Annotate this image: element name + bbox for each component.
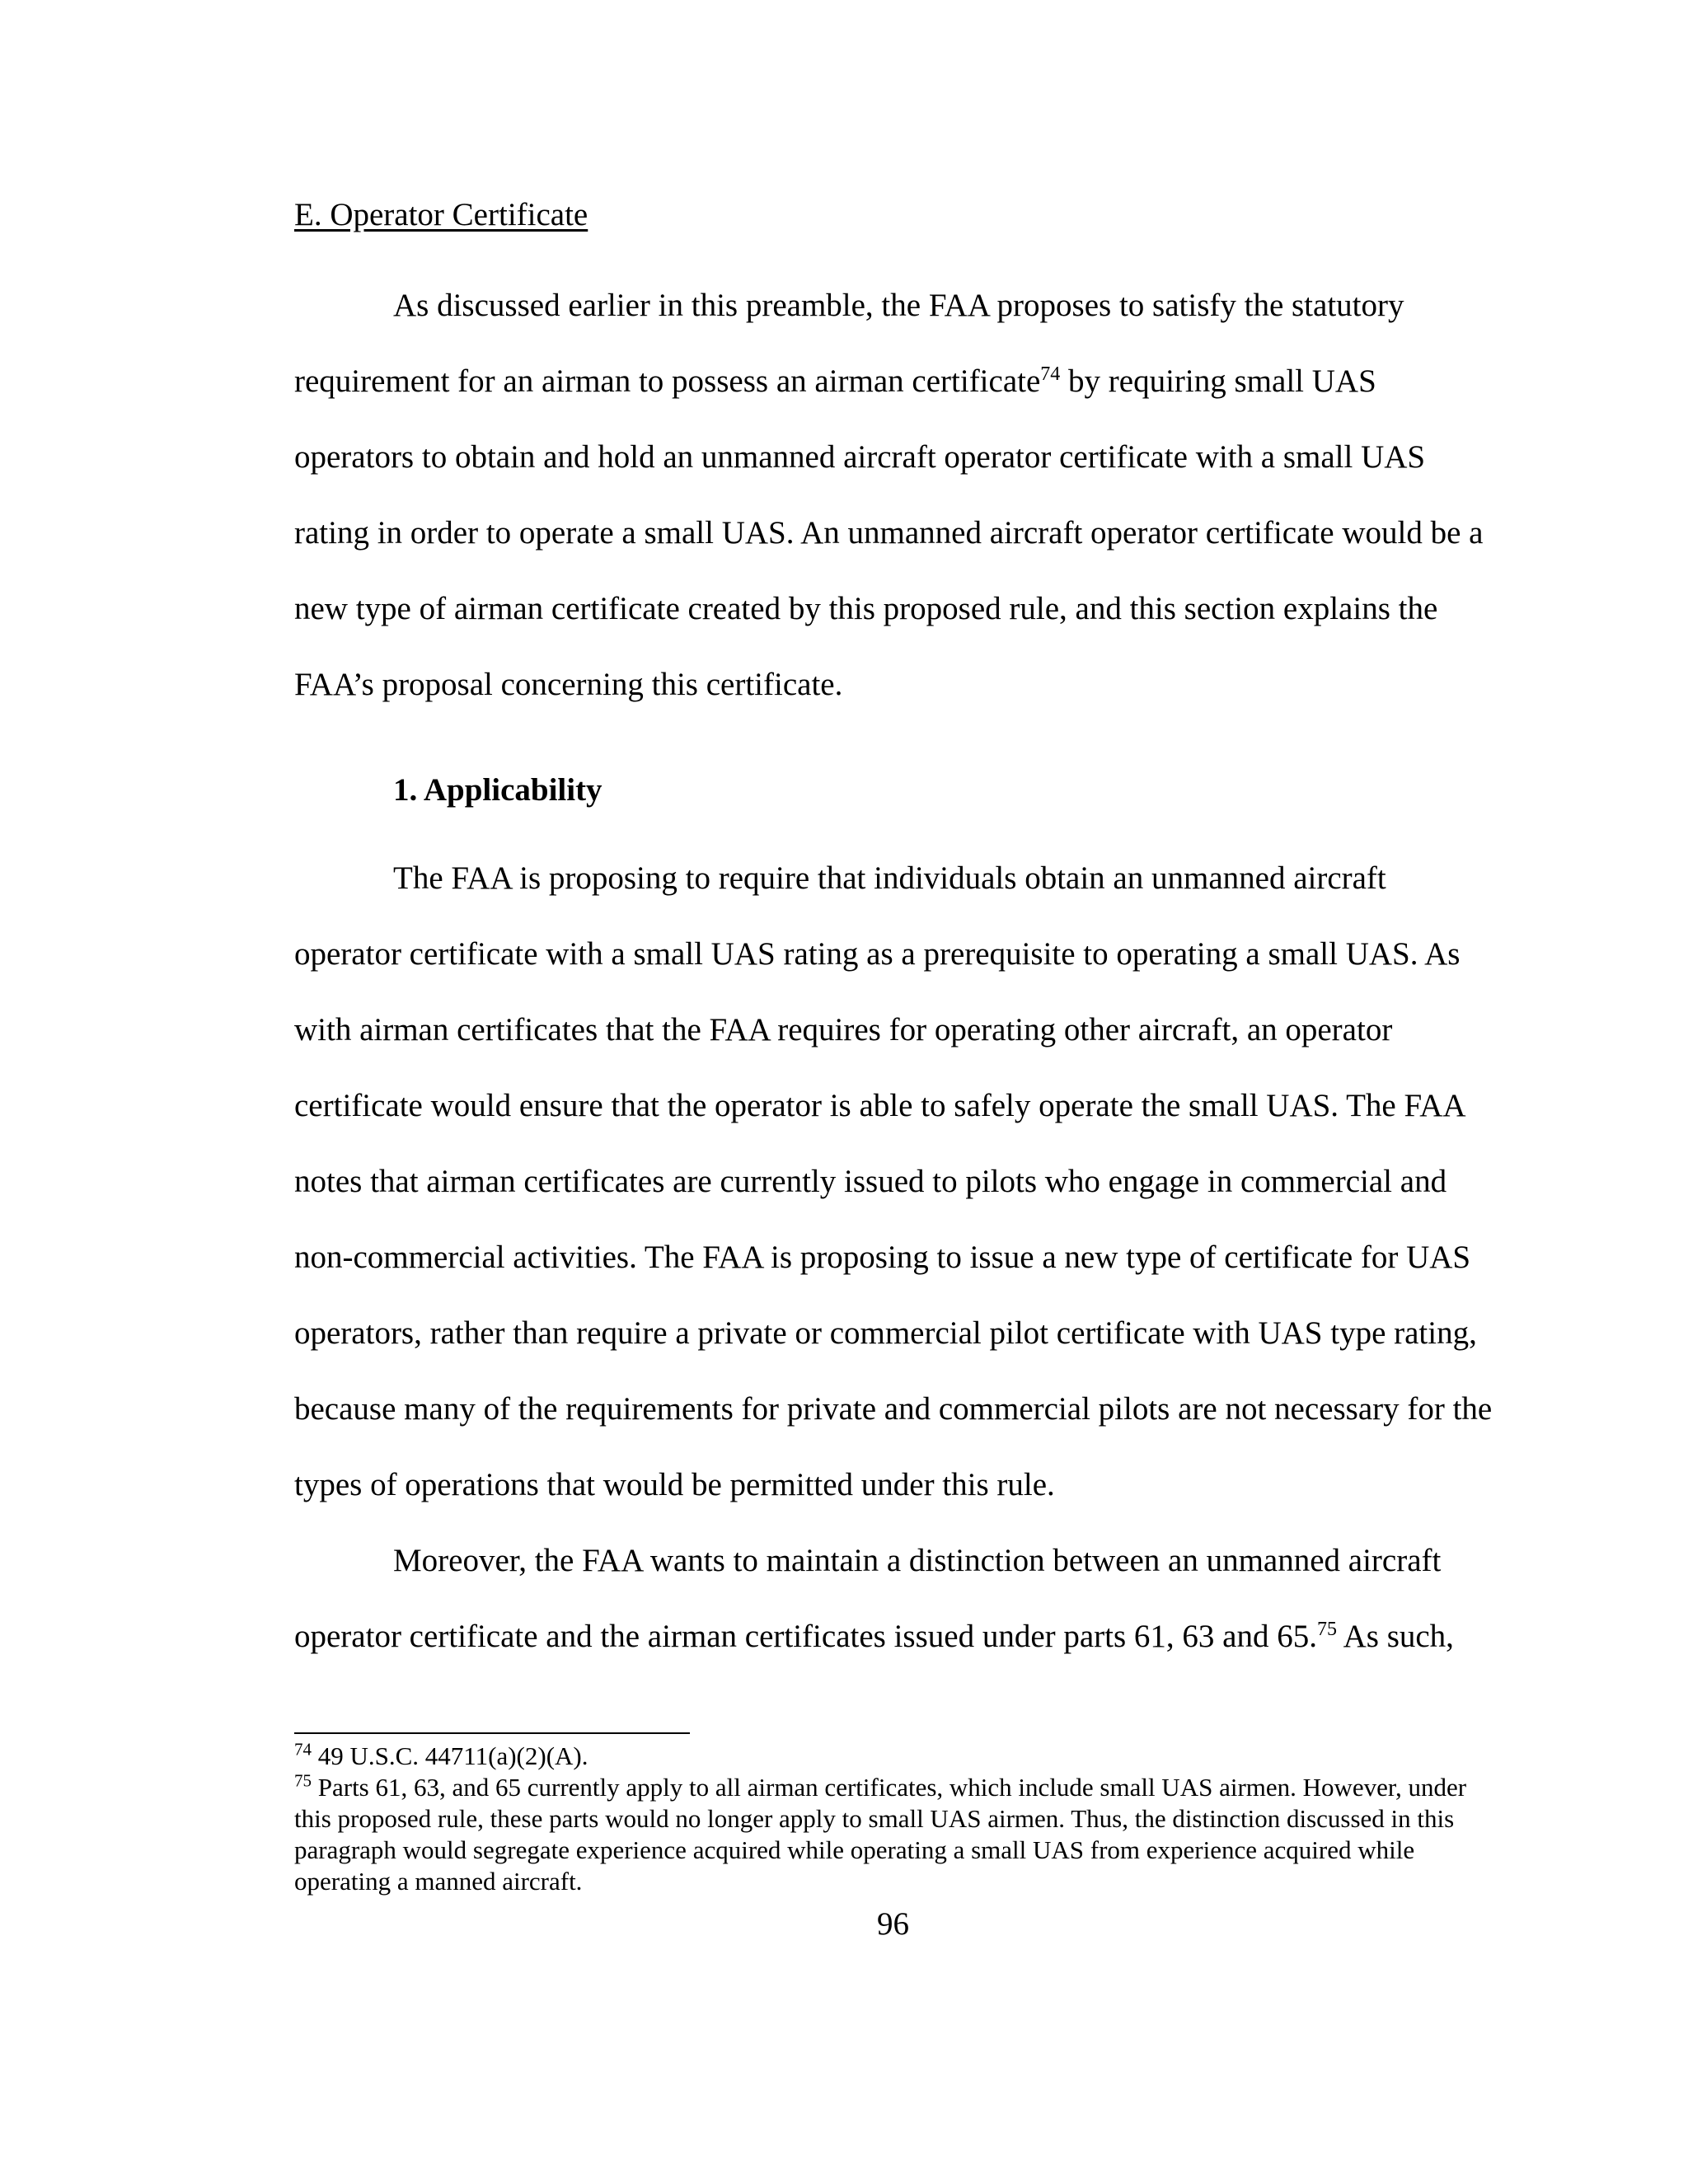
subheading-applicability: 1. Applicability: [393, 772, 603, 808]
footnote-74: [294, 1741, 1499, 1772]
paragraph-distinction: [294, 1523, 1499, 1675]
paragraph-applicability: The FAA is proposing to require that individuals obtain an unmanned aircraft operator certificate with a small UAS rating as a prerequisite to operating a small UAS. As with airman certificates that the FAA requires for operating other aircraft, an operator certificate would ensure that the operator is able to safely operate the small UAS. The FAA notes that airman certificates are currently issued to pilots who engage in commercial and non-commercial activities. The FAA is proposing to issue a new type of certificate for UAS operators, rather than require a private or commercial pilot certificate with UAS type rating, because many of the requirements for private and commercial pilots are not necessary for the types of operations that would be permitted under this rule.: [294, 860, 1493, 1502]
footnote-ref-74: 74: [1040, 363, 1061, 385]
footnote-text: 49 U.S.C. 44711(a)(2)(A).: [312, 1741, 588, 1770]
paragraph-text: As discussed earlier in this preamble, the FAA proposes to satisfy the statutory requirement for an airman to possess an airman certificate: [294, 288, 1404, 399]
paragraph-text: Moreover, the FAA wants to maintain a distinction between an unmanned aircraft operator certificate and the airman certificates issued under parts 61, 63 and 65.: [294, 1543, 1442, 1654]
footnotes: [294, 1741, 1499, 1897]
footnote-75: [294, 1772, 1499, 1897]
page-number: 96: [877, 1906, 909, 1942]
paragraph-text: by requiring small UAS operators to obtain and hold an unmanned aircraft operator certificate with a small UAS rating in order to operate a small UAS. An unmanned aircraft operator certificate would be a new type of airman certificate created by this proposed rule, and this section explains the FAA’s proposal concerning this certificate.: [294, 363, 1484, 702]
footnote-number: 75: [294, 1770, 312, 1791]
footnote-text: Parts 61, 63, and 65 currently apply to all airman certificates, which include small UAS airmen. However, under this proposed rule, these parts would no longer apply to small UAS airmen. Thus, the distinction discussed in this paragraph would segregate experience acquired while operating a small UAS from experience acquired while operating a manned aircraft.: [294, 1773, 1467, 1896]
footnote-ref-75: 75: [1317, 1619, 1337, 1640]
footnote-divider: [294, 1732, 690, 1734]
paragraph-text: As such,: [1337, 1619, 1454, 1654]
section-heading: E. Operator Certificate: [294, 197, 588, 232]
footnote-number: 74: [294, 1739, 312, 1760]
paragraph-operator-certificate-intro: [294, 268, 1499, 723]
